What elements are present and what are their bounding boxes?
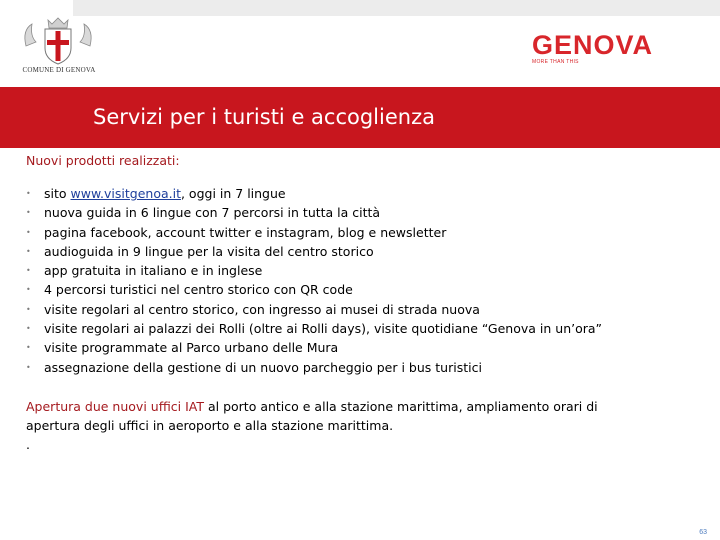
visitgenoa-link[interactable]: www.visitgenoa.it — [70, 186, 181, 201]
brand-name: GENOVA — [532, 30, 654, 60]
list-item: • 4 percorsi turistici nel centro storico con QR code — [26, 280, 706, 299]
bullet-list — [26, 184, 706, 377]
list-item: • assegnazione della gestione di un nuovo parcheggio per i bus turistici — [26, 358, 706, 377]
page-number: 63 — [699, 529, 707, 536]
list-item: • audioguida in 9 lingue per la visita del centro storico — [26, 242, 706, 261]
municipality-label: COMUNE DI GENOVA — [22, 66, 96, 74]
paragraph-line2: apertura degli uffici in aeroporto e alla stazione marittima. — [26, 417, 394, 433]
list-item: • nuova guida in 6 lingue con 7 percorsi in tutta la città — [26, 203, 706, 222]
list-item: • app gratuita in italiano e in inglese — [26, 261, 706, 280]
slide-title: Servizi per i turisti e accoglienza — [93, 105, 435, 129]
list-item: • visite programmate al Parco urbano delle Mura — [26, 338, 706, 357]
slide-content — [26, 152, 706, 454]
list-item: • pagina facebook, account twitter e instagram, blog e newsletter — [26, 223, 706, 242]
list-item — [26, 184, 706, 203]
subtitle: Nuovi prodotti realizzati: — [26, 153, 180, 168]
brand-tagline: MORE THAN THIS — [532, 59, 579, 65]
item-text-after-link: , oggi in 7 lingue — [180, 186, 286, 201]
genova-brand-logo — [532, 30, 653, 65]
item-text-before-link: sito — [44, 186, 71, 201]
top-bar — [73, 0, 720, 16]
list-item: • visite regolari al centro storico, con ingresso ai musei di strada nuova — [26, 300, 706, 319]
trailing-dot: . — [26, 436, 30, 452]
iat-paragraph — [26, 397, 706, 435]
paragraph-highlight: Apertura due nuovi uffici IAT — [26, 398, 204, 414]
paragraph-line1-rest: al porto antico e alla stazione marittima, ampliamento orari di — [204, 398, 598, 414]
list-item: • visite regolari ai palazzi dei Rolli (oltre ai Rolli days), visite quotidiane “Genova in un’ora” — [26, 319, 706, 338]
